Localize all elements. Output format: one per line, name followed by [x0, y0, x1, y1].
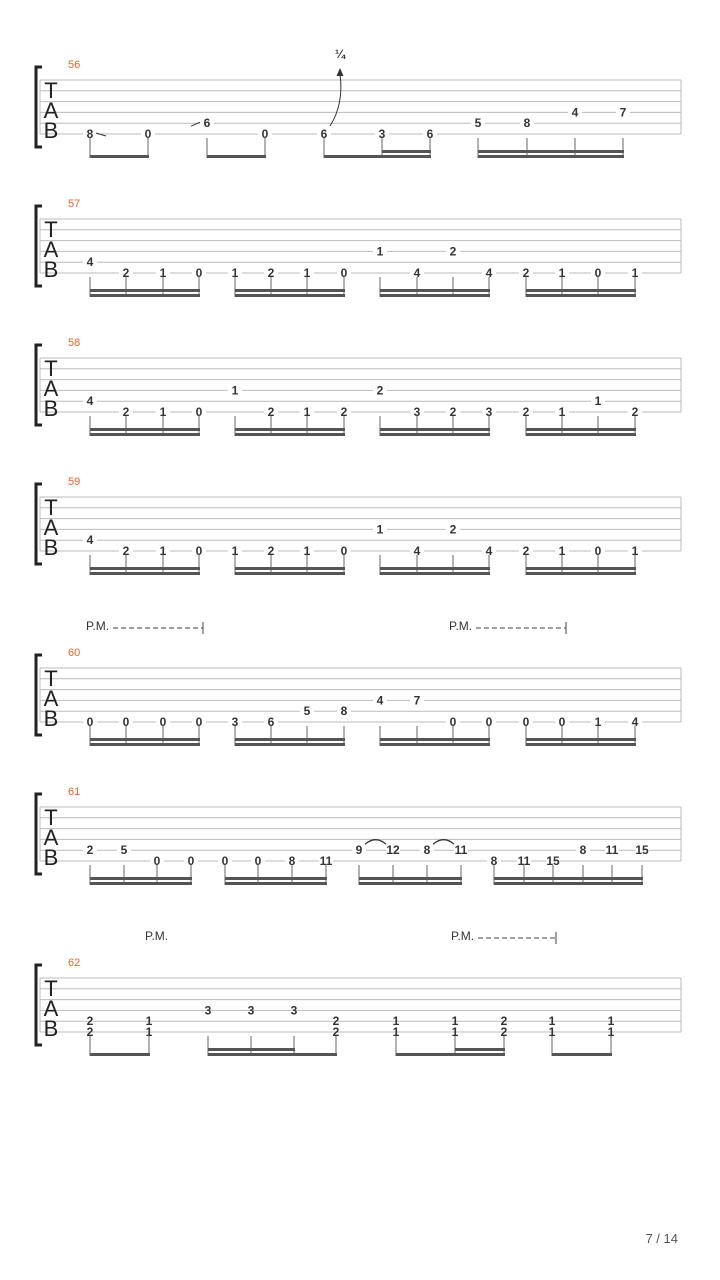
- fret-number: 3: [204, 1003, 212, 1018]
- note-beam: [380, 572, 490, 575]
- fret-number: 2: [376, 383, 384, 398]
- fret-number: 4: [485, 266, 493, 280]
- fret-number: 5: [120, 843, 128, 858]
- note-beam: [90, 1053, 150, 1056]
- note-beam: [90, 567, 200, 570]
- fret-number: 5: [303, 704, 311, 719]
- note-beam: [208, 1048, 295, 1051]
- fret-number: 1: [558, 544, 566, 558]
- fret-number: 1: [303, 266, 311, 280]
- fret-number: 2: [86, 843, 94, 858]
- note-beam: [478, 150, 624, 153]
- system-bracket: [36, 345, 42, 425]
- fret-number: 0: [144, 127, 152, 141]
- tab-clef-letter: T: [44, 495, 58, 520]
- fret-number: 0: [195, 405, 203, 419]
- fret-number: 1: [548, 1014, 556, 1029]
- note-beam: [455, 1048, 505, 1051]
- fret-number: 0: [261, 127, 269, 141]
- fret-number: 0: [86, 715, 94, 729]
- note-beam: [478, 155, 624, 158]
- note-beam: [90, 294, 200, 297]
- fret-number: 8: [423, 843, 431, 858]
- measure-number: 60: [68, 647, 81, 659]
- fret-number: 4: [86, 394, 94, 409]
- tab-clef-letter: A: [43, 376, 59, 401]
- fret-number: 1: [631, 544, 639, 558]
- note-beam: [207, 155, 266, 158]
- fret-number: 1: [558, 405, 566, 419]
- fret-number: 1: [231, 544, 239, 558]
- fret-number: 1: [594, 715, 602, 729]
- measure-number: 59: [68, 476, 81, 488]
- fret-number: 1: [376, 522, 384, 537]
- fret-number: 2: [332, 1025, 340, 1039]
- fret-number: 2: [449, 244, 457, 259]
- fret-number: 4: [485, 544, 493, 558]
- fret-number: 0: [594, 266, 602, 280]
- note-beam: [235, 572, 345, 575]
- note-beam: [225, 882, 327, 885]
- fret-number: 2: [267, 405, 275, 419]
- fret-number: 0: [153, 854, 161, 868]
- fret-number: 4: [571, 105, 579, 120]
- tab-clef-letter: A: [43, 98, 59, 123]
- fret-number: 3: [231, 715, 239, 729]
- measure-number: 57: [68, 198, 81, 210]
- tab-clef-letter: B: [43, 257, 59, 282]
- fret-number: 9: [355, 843, 363, 858]
- note-beam: [90, 428, 200, 431]
- fret-number: 1: [303, 405, 311, 419]
- fret-number: 7: [413, 693, 421, 708]
- fret-number: 1: [392, 1014, 400, 1029]
- note-beam: [225, 877, 327, 880]
- note-beam: [90, 155, 149, 158]
- fret-number: 1: [231, 383, 239, 398]
- tab-clef-letter: T: [44, 666, 58, 691]
- note-beam: [526, 738, 636, 741]
- note-beam: [380, 428, 490, 431]
- fret-number: 1: [631, 266, 639, 280]
- fret-number: 1: [451, 1025, 459, 1039]
- fret-number: 2: [522, 405, 530, 419]
- system-bracket: [36, 484, 42, 564]
- fret-number: 11: [605, 843, 619, 858]
- fret-number: 8: [86, 127, 94, 141]
- palm-mute-label: P.M.: [451, 929, 475, 943]
- note-beam: [526, 433, 636, 436]
- fret-number: 6: [320, 127, 328, 141]
- fret-number: 8: [490, 854, 498, 868]
- note-beam: [90, 743, 200, 746]
- fret-number: 1: [594, 394, 602, 409]
- fret-number: 2: [86, 1025, 94, 1039]
- tab-clef-letter: B: [43, 535, 59, 560]
- fret-number: 8: [523, 116, 531, 131]
- note-beam: [526, 572, 636, 575]
- fret-number: 0: [254, 854, 262, 868]
- note-beam: [380, 294, 490, 297]
- fret-number: 1: [159, 405, 167, 419]
- fret-number: 15: [546, 854, 560, 868]
- page-number: 7 / 14: [645, 1231, 678, 1246]
- note-beam: [90, 433, 200, 436]
- fret-number: 0: [485, 715, 493, 729]
- fret-number: 2: [631, 405, 639, 419]
- system-bracket: [36, 655, 42, 735]
- system-bracket: [36, 794, 42, 874]
- bend-amount-label: ¼: [334, 47, 346, 61]
- note-beam: [90, 882, 192, 885]
- note-beam: [494, 877, 643, 880]
- fret-number: 1: [558, 266, 566, 280]
- fret-number: 3: [413, 405, 421, 419]
- tab-clef-letter: T: [44, 217, 58, 242]
- note-beam: [90, 572, 200, 575]
- note-beam: [235, 567, 345, 570]
- fret-number: 3: [290, 1003, 298, 1018]
- fret-number: 2: [332, 1014, 340, 1029]
- fret-number: 1: [607, 1025, 615, 1039]
- fret-number: 1: [451, 1014, 459, 1029]
- fret-number: 3: [485, 405, 493, 419]
- tab-clef-letter: B: [43, 706, 59, 731]
- note-beam: [208, 1053, 337, 1056]
- note-beam: [359, 877, 462, 880]
- fret-number: 2: [122, 405, 130, 419]
- fret-number: 1: [392, 1025, 400, 1039]
- tie-arc: [365, 840, 386, 845]
- fret-number: 0: [195, 715, 203, 729]
- fret-number: 3: [378, 127, 386, 141]
- bend-curve: [330, 74, 341, 126]
- fret-number: 0: [558, 715, 566, 729]
- fret-number: 2: [122, 266, 130, 280]
- note-beam: [494, 882, 643, 885]
- tab-clef-letter: A: [43, 996, 59, 1021]
- measure-number: 61: [68, 786, 81, 798]
- fret-number: 0: [195, 544, 203, 558]
- fret-number: 1: [376, 244, 384, 259]
- note-beam: [382, 150, 431, 153]
- fret-number: 2: [449, 522, 457, 537]
- fret-number: 2: [340, 405, 348, 419]
- fret-number: 5: [474, 116, 482, 131]
- fret-number: 4: [413, 266, 421, 280]
- note-beam: [380, 433, 490, 436]
- note-beam: [526, 743, 636, 746]
- note-beam: [526, 567, 636, 570]
- note-beam: [90, 738, 200, 741]
- fret-number: 12: [386, 843, 400, 858]
- system-bracket: [36, 965, 42, 1045]
- fret-number: 3: [247, 1003, 255, 1018]
- fret-number: 0: [522, 715, 530, 729]
- fret-number: 7: [619, 105, 627, 120]
- fret-number: 8: [579, 843, 587, 858]
- fret-number: 1: [145, 1014, 153, 1029]
- note-beam: [324, 155, 431, 158]
- fret-number: 0: [221, 854, 229, 868]
- tab-clef-letter: T: [44, 356, 58, 381]
- fret-number: 0: [340, 544, 348, 558]
- fret-number: 1: [159, 544, 167, 558]
- palm-mute-label: P.M.: [86, 619, 110, 633]
- tab-clef-letter: A: [43, 686, 59, 711]
- fret-number: 4: [413, 544, 421, 558]
- note-beam: [380, 289, 490, 292]
- fret-number: 6: [203, 116, 211, 131]
- fret-number: 2: [500, 1025, 508, 1039]
- measure-number: 56: [68, 59, 81, 71]
- tab-clef-letter: B: [43, 396, 59, 421]
- fret-number: 6: [267, 715, 275, 729]
- fret-number: 1: [303, 544, 311, 558]
- note-beam: [526, 294, 636, 297]
- fret-number: 6: [426, 127, 434, 141]
- note-beam: [235, 743, 345, 746]
- fret-number: 1: [548, 1025, 556, 1039]
- fret-number: 11: [454, 843, 468, 858]
- note-beam: [235, 294, 345, 297]
- fret-number: 2: [267, 266, 275, 280]
- note-beam: [380, 738, 490, 741]
- tab-clef-letter: B: [43, 118, 59, 143]
- tab-clef-letter: T: [44, 805, 58, 830]
- fret-number: 2: [267, 544, 275, 558]
- tab-clef-letter: B: [43, 1016, 59, 1041]
- tab-clef-letter: T: [44, 976, 58, 1001]
- fret-number: 2: [122, 544, 130, 558]
- fret-number: 0: [195, 266, 203, 280]
- fret-number: 1: [607, 1014, 615, 1029]
- fret-number: 0: [122, 715, 130, 729]
- palm-mute-label: P.M.: [449, 619, 473, 633]
- note-beam: [526, 289, 636, 292]
- note-beam: [235, 428, 345, 431]
- fret-number: 2: [449, 405, 457, 419]
- tab-clef-letter: A: [43, 515, 59, 540]
- fret-number: 2: [86, 1014, 94, 1029]
- note-beam: [396, 1053, 505, 1056]
- measure-number: 62: [68, 957, 81, 969]
- fret-number: 2: [500, 1014, 508, 1029]
- fret-number: 1: [145, 1025, 153, 1039]
- measure-number: 58: [68, 337, 81, 349]
- fret-number: 2: [522, 544, 530, 558]
- fret-number: 4: [376, 693, 384, 708]
- fret-number: 15: [635, 843, 649, 858]
- note-beam: [90, 289, 200, 292]
- note-beam: [90, 877, 192, 880]
- fret-number: 1: [231, 266, 239, 280]
- fret-number: 2: [522, 266, 530, 280]
- note-beam: [380, 567, 490, 570]
- note-beam: [526, 428, 636, 431]
- fret-number: 0: [159, 715, 167, 729]
- note-beam: [235, 738, 345, 741]
- system-bracket: [36, 67, 42, 147]
- fret-number: 0: [449, 715, 457, 729]
- fret-number: 0: [594, 544, 602, 558]
- fret-number: 0: [187, 854, 195, 868]
- fret-number: 4: [631, 715, 639, 729]
- tab-clef-letter: A: [43, 825, 59, 850]
- fret-number: 4: [86, 255, 94, 270]
- fret-number: 1: [159, 266, 167, 280]
- fret-number: 11: [319, 854, 333, 868]
- bend-arrowhead: [337, 68, 344, 76]
- note-beam: [380, 743, 490, 746]
- tie-arc: [433, 840, 454, 845]
- note-beam: [552, 1053, 612, 1056]
- note-beam: [359, 882, 462, 885]
- fret-number: 4: [86, 533, 94, 548]
- fret-number: 11: [517, 854, 531, 868]
- fret-number: 8: [340, 704, 348, 719]
- fret-number: 0: [340, 266, 348, 280]
- tab-clef-letter: B: [43, 845, 59, 870]
- system-bracket: [36, 206, 42, 286]
- fret-number: 8: [288, 854, 296, 868]
- tab-clef-letter: T: [44, 78, 58, 103]
- note-beam: [235, 289, 345, 292]
- palm-mute-label: P.M.: [145, 929, 169, 943]
- tab-clef-letter: A: [43, 237, 59, 262]
- note-beam: [235, 433, 345, 436]
